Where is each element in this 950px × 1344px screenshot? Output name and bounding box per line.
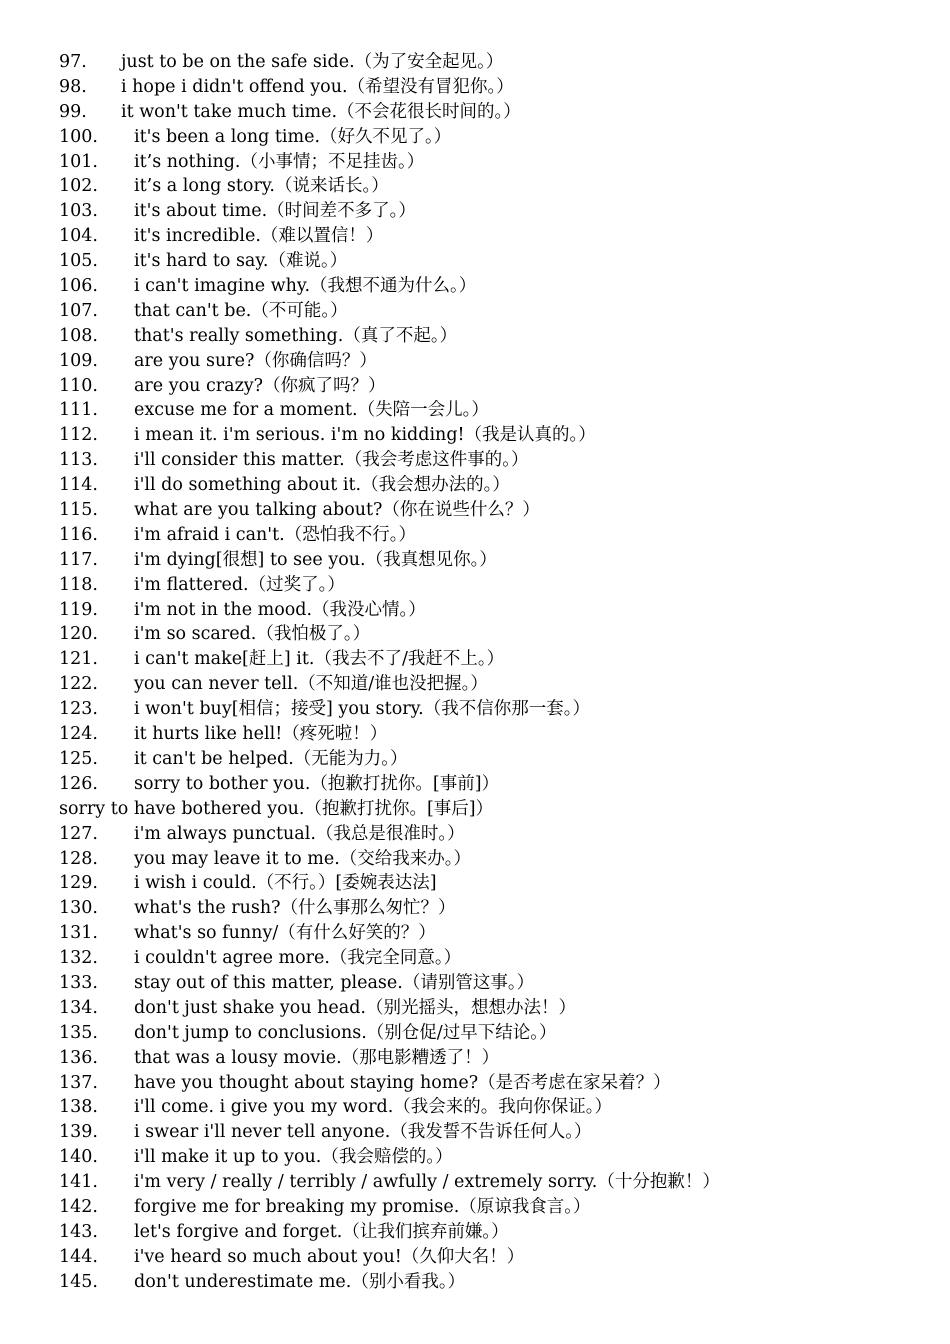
- phrase-number: 121.: [59, 649, 98, 670]
- phrase-text: what are you talking about?（你在说些什么？）: [134, 500, 540, 521]
- phrase-line: [59, 50, 929, 75]
- phrase-line: [59, 174, 929, 199]
- phrase-text: i'm not in the mood.（我没心情。）: [134, 599, 426, 620]
- phrase-text: don't just shake you head.（别光摇头，想想办法！）: [134, 997, 576, 1018]
- phrase-line: [59, 573, 929, 598]
- phrase-number: 141.: [59, 1172, 98, 1193]
- phrase-number: 136.: [59, 1047, 98, 1068]
- phrase-line: [59, 971, 929, 996]
- phrase-line: [59, 150, 929, 175]
- phrase-text: what's so funny/（有什么好笑的？）: [134, 923, 436, 944]
- phrase-line: [59, 448, 929, 473]
- phrase-text: you may leave it to me.（交给我来办。）: [134, 848, 472, 869]
- phrase-text: that can't be.（不可能。）: [134, 300, 348, 321]
- phrase-line: [59, 548, 929, 573]
- phrase-number: 124.: [59, 724, 98, 745]
- phrase-text: you can never tell.（不知道/谁也没把握。）: [134, 674, 488, 695]
- phrase-line: [59, 125, 929, 150]
- phrase-text: it's about time.（时间差不多了。）: [134, 201, 416, 222]
- phrase-line: [59, 1046, 929, 1071]
- phrase-number: 115.: [59, 500, 98, 521]
- phrase-number: 120.: [59, 624, 98, 645]
- phrase-text: it won't take much time.（不会花很长时间的。）: [121, 101, 521, 122]
- phrase-text: it can't be helped.（无能为力。）: [134, 748, 408, 769]
- phrase-number: 112.: [59, 425, 98, 446]
- phrase-line: [59, 697, 929, 722]
- phrase-line: [59, 1071, 929, 1096]
- phrase-number: 143.: [59, 1221, 98, 1242]
- phrase-text: it hurts like hell!（疼死啦！）: [134, 724, 388, 745]
- phrase-number: 138.: [59, 1097, 98, 1118]
- phrase-number: 144.: [59, 1246, 98, 1267]
- phrase-number: 128.: [59, 848, 98, 869]
- phrase-number: 111.: [59, 400, 98, 421]
- phrase-text: forgive me for breaking my promise.（原谅我食言。）: [134, 1196, 591, 1217]
- phrase-number: 107.: [59, 300, 98, 321]
- phrase-number: 103.: [59, 201, 98, 222]
- phrase-line: [59, 423, 929, 448]
- phrase-number: 105.: [59, 251, 98, 272]
- phrase-line: [59, 598, 929, 623]
- phrase-number: 110.: [59, 375, 98, 396]
- phrase-text: don't underestimate me.（别小看我。）: [134, 1271, 466, 1292]
- phrase-line: [59, 1145, 929, 1170]
- phrase-number: 127.: [59, 823, 98, 844]
- phrase-line: [59, 1245, 929, 1270]
- phrase-text: i swear i'll never tell anyone.（我发誓不告诉任何人。）: [134, 1122, 592, 1143]
- phrase-text: it's hard to say.（难说。）: [134, 251, 348, 272]
- phrase-number: 98.: [59, 76, 87, 97]
- phrase-text: i'm so scared.（我怕极了。）: [134, 624, 371, 645]
- phrase-line: [59, 274, 929, 299]
- phrase-number: 97.: [59, 52, 87, 72]
- phrase-number: 126.: [59, 773, 98, 794]
- phrase-line: [59, 249, 929, 274]
- phrase-line: [59, 299, 929, 324]
- phrase-line: [59, 647, 929, 672]
- phrase-number: 140.: [59, 1147, 98, 1168]
- phrase-number: 125.: [59, 748, 98, 769]
- phrase-number: 100.: [59, 126, 98, 147]
- phrase-text: i'm very / really / terribly / awfully / extremely sorry.（十分抱歉！）: [134, 1172, 720, 1193]
- phrase-number: 109.: [59, 350, 98, 371]
- phrase-line: [59, 946, 929, 971]
- phrase-number: 106.: [59, 276, 98, 297]
- phrase-text: stay out of this matter, please.（请别管这事。）: [134, 972, 535, 993]
- phrase-text: i'm afraid i can't.（恐怕我不行。）: [134, 524, 416, 545]
- phrase-line: [59, 996, 929, 1021]
- phrase-line: [59, 224, 929, 249]
- phrase-line: [59, 374, 929, 399]
- phrase-text: just to be on the safe side.（为了安全起见。）: [121, 52, 504, 72]
- phrase-line: [59, 921, 929, 946]
- phrase-line: [59, 199, 929, 224]
- phrase-text: it’s a long story.（说来话长。）: [134, 176, 389, 197]
- phrase-number: 133.: [59, 972, 98, 993]
- phrase-line: [59, 747, 929, 772]
- phrase-text: sorry to have bothered you.（抱歉打扰你。[事后]）: [59, 798, 494, 819]
- phrase-number: 104.: [59, 226, 98, 247]
- phrase-number: 108.: [59, 325, 98, 346]
- phrase-line: [59, 722, 929, 747]
- phrase-line: [59, 349, 929, 374]
- phrase-line: [59, 797, 929, 822]
- phrase-line: [59, 847, 929, 872]
- phrase-text: i wish i could.（不行。）[委婉表达法]: [134, 873, 437, 894]
- phrase-text: don't jump to conclusions.（别仓促/过早下结论。）: [134, 1022, 557, 1043]
- phrase-line: [59, 1195, 929, 1220]
- phrase-line: [59, 398, 929, 423]
- phrase-text: i'm flattered.（过奖了。）: [134, 574, 345, 595]
- phrase-text: it’s nothing.（小事情；不足挂齿。）: [134, 151, 425, 172]
- phrase-text: i mean it. i'm serious. i'm no kidding!（我是认真的。）: [134, 425, 596, 446]
- phrase-line: [59, 473, 929, 498]
- phrase-text: are you sure?（你确信吗？）: [134, 350, 377, 371]
- phrase-number: 135.: [59, 1022, 98, 1043]
- phrase-text: that was a lousy movie.（那电影糟透了！）: [134, 1047, 500, 1068]
- phrase-number: 131.: [59, 923, 98, 944]
- phrase-number: 142.: [59, 1196, 98, 1217]
- phrase-number: 117.: [59, 549, 98, 570]
- phrase-number: 130.: [59, 898, 98, 919]
- phrase-line: [59, 896, 929, 921]
- phrase-text: i hope i didn't offend you.（希望没有冒犯你。）: [121, 76, 514, 97]
- phrase-text: i couldn't agree more.（我完全同意。）: [134, 948, 462, 969]
- phrase-text: let's forgive and forget.（让我们摈弃前嫌。）: [134, 1221, 509, 1242]
- phrase-line: [59, 1170, 929, 1195]
- phrase-line: [59, 1120, 929, 1145]
- phrase-number: 99.: [59, 101, 87, 122]
- phrase-text: have you thought about staying home?（是否考虑在家呆着？）: [134, 1072, 671, 1093]
- phrase-line: [59, 772, 929, 797]
- phrase-number: 118.: [59, 574, 98, 595]
- phrase-list: [59, 50, 929, 1295]
- phrase-number: 137.: [59, 1072, 98, 1093]
- phrase-line: [59, 1220, 929, 1245]
- phrase-number: 119.: [59, 599, 98, 620]
- phrase-line: [59, 622, 929, 647]
- phrase-text: are you crazy?（你疯了吗？）: [134, 375, 386, 396]
- phrase-number: 134.: [59, 997, 98, 1018]
- phrase-number: 102.: [59, 176, 98, 197]
- phrase-line: [59, 1270, 929, 1295]
- phrase-text: i'll make it up to you.（我会赔偿的。）: [134, 1147, 453, 1168]
- phrase-number: 139.: [59, 1122, 98, 1143]
- phrase-line: [59, 1021, 929, 1046]
- phrase-number: 129.: [59, 873, 98, 894]
- phrase-text: it's incredible.（难以置信！）: [134, 226, 384, 247]
- phrase-number: 116.: [59, 524, 98, 545]
- phrase-number: 132.: [59, 948, 98, 969]
- phrase-text: i won't buy[相信；接受] you story.（我不信你那一套。）: [134, 699, 590, 720]
- phrase-text: sorry to bother you.（抱歉打扰你。[事前]）: [134, 773, 500, 794]
- phrase-line: [59, 871, 929, 896]
- phrase-text: excuse me for a moment.（失陪一会儿。）: [134, 400, 489, 421]
- phrase-number: 101.: [59, 151, 98, 172]
- phrase-text: i can't make[赶上] it.（我去不了/我赶不上。）: [134, 649, 505, 670]
- phrase-line: [59, 324, 929, 349]
- phrase-number: 122.: [59, 674, 98, 695]
- phrase-line: [59, 1095, 929, 1120]
- phrase-number: 114.: [59, 475, 98, 496]
- phrase-text: what's the rush?（什么事那么匆忙？）: [134, 898, 456, 919]
- phrase-line: [59, 498, 929, 523]
- phrase-text: i'm dying[很想] to see you.（我真想见你。）: [134, 549, 497, 570]
- phrase-line: [59, 75, 929, 100]
- phrase-text: i'll do something about it.（我会想办法的。）: [134, 475, 510, 496]
- phrase-line: [59, 672, 929, 697]
- phrase-text: i'll come. i give you my word.（我会来的。我向你保证。）: [134, 1097, 613, 1118]
- phrase-number: 123.: [59, 699, 98, 720]
- phrase-number: 113.: [59, 450, 98, 471]
- phrase-line: [59, 822, 929, 847]
- phrase-line: [59, 523, 929, 548]
- phrase-line: [59, 100, 929, 125]
- phrase-text: i'm always punctual.（我总是很准时。）: [134, 823, 465, 844]
- phrase-text: that's really something.（真了不起。）: [134, 325, 458, 346]
- phrase-number: 145.: [59, 1271, 98, 1292]
- phrase-text: i can't imagine why.（我想不通为什么。）: [134, 276, 477, 297]
- phrase-text: i'll consider this matter.（我会考虑这件事的。）: [134, 450, 529, 471]
- phrase-text: i've heard so much about you!（久仰大名！）: [134, 1246, 525, 1267]
- phrase-text: it's been a long time.（好久不见了。）: [134, 126, 452, 147]
